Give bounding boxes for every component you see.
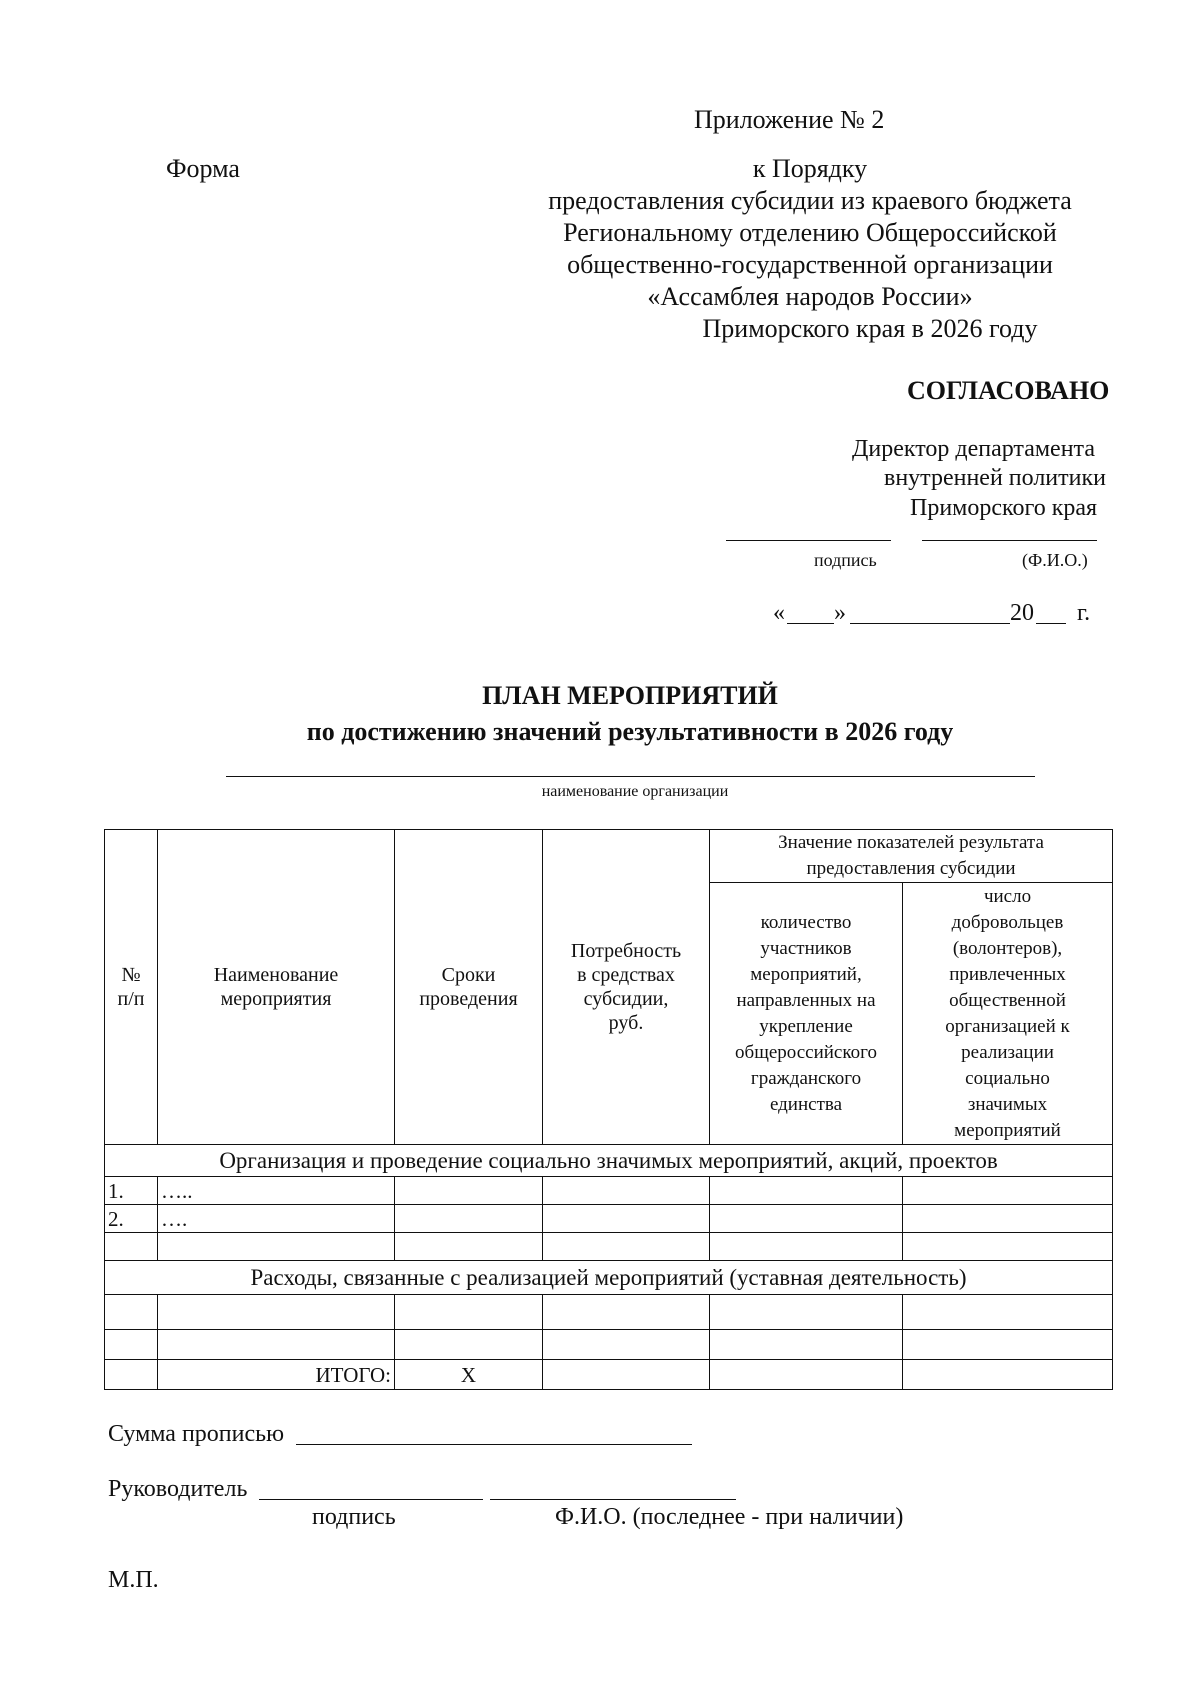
row-participants (710, 1295, 903, 1330)
order-line: «Ассамблея народов России» (647, 282, 973, 311)
section-social-events: Организация и проведение социально значимых мероприятий, акций, проектов (105, 1145, 1113, 1177)
organization-name-caption: наименование организации (541, 783, 729, 800)
table-row (105, 1177, 1113, 1205)
row-participants (710, 1205, 903, 1233)
total-mark: X (395, 1360, 543, 1390)
row-dates (395, 1330, 543, 1360)
row-volunteers (903, 1177, 1113, 1205)
header-participants: количество участников мероприятий, направленных на укрепление общероссийского гражданского единства (710, 883, 903, 1145)
total-row (105, 1360, 1113, 1390)
row-dates (395, 1205, 543, 1233)
row-need (543, 1205, 710, 1233)
order-line: предоставления субсидии из краевого бюджета (548, 186, 1072, 215)
approver-signature-caption: подпись (814, 550, 877, 570)
activities-table (104, 829, 1113, 1390)
approval-title: СОГЛАСОВАНО (907, 376, 1110, 405)
total-volunteers (903, 1360, 1113, 1390)
row-num (105, 1295, 158, 1330)
date-quote-close: » (834, 600, 846, 626)
sum-in-words-line (296, 1444, 692, 1445)
row-num: 1. (105, 1177, 158, 1205)
order-line: общественно-государственной организации (567, 250, 1053, 279)
date-month-line (850, 623, 1010, 624)
approver-name-caption: (Ф.И.О.) (1022, 550, 1088, 570)
row-activity (158, 1330, 395, 1360)
approver-position-line: внутренней политики (884, 465, 1106, 491)
row-dates (395, 1295, 543, 1330)
row-num: 2. (105, 1205, 158, 1233)
appendix-number: Приложение № 2 (694, 105, 885, 134)
row-volunteers (903, 1295, 1113, 1330)
header-volunteers: число добровольцев (волонтеров), привлеченных общественной организацией к реализации социально значимых мероприятий (903, 883, 1113, 1145)
form-label: Форма (166, 154, 240, 183)
order-line: Приморского края в 2026 году (702, 314, 1038, 343)
order-line: к Порядку (752, 154, 868, 183)
row-num (105, 1233, 158, 1261)
row-participants (710, 1177, 903, 1205)
row-volunteers (903, 1205, 1113, 1233)
table-row (105, 1233, 1113, 1261)
row-dates (395, 1233, 543, 1261)
table-row (105, 1295, 1113, 1330)
total-need (543, 1360, 710, 1390)
row-volunteers (903, 1330, 1113, 1360)
row-participants (710, 1233, 903, 1261)
order-line: Региональному отделению Общероссийской (563, 218, 1057, 247)
approver-position-line: Приморского края (910, 495, 1098, 521)
head-name-line (490, 1499, 736, 1500)
row-need (543, 1177, 710, 1205)
row-activity: …. (158, 1205, 395, 1233)
header-indicators: Значение показателей результата предоставления субсидии (710, 830, 1113, 883)
table-row (105, 1205, 1113, 1233)
total-num (105, 1360, 158, 1390)
row-volunteers (903, 1233, 1113, 1261)
head-label: Руководитель (108, 1476, 248, 1502)
row-activity (158, 1233, 395, 1261)
row-activity: ….. (158, 1177, 395, 1205)
order-reference (460, 153, 1160, 345)
header-dates: Сроки проведения (395, 830, 543, 1145)
table-row (105, 1330, 1113, 1360)
total-participants (710, 1360, 903, 1390)
section-statutory-expenses: Расходы, связанные с реализацией мероприятий (уставная деятельность) (105, 1261, 1113, 1295)
row-participants (710, 1330, 903, 1360)
date-day-line (787, 623, 834, 624)
plan-subtitle: по достижению значений результативности в 2026 году (306, 717, 954, 746)
approver-signature-line (726, 540, 891, 541)
date-quote-open: « (773, 600, 785, 626)
date-year-suffix: г. (1077, 600, 1091, 626)
row-activity (158, 1295, 395, 1330)
row-need (543, 1295, 710, 1330)
head-signature-line (259, 1499, 483, 1500)
organization-name-line (226, 776, 1035, 777)
header-num: № п/п (105, 830, 158, 1145)
head-signature-caption: подпись (312, 1504, 396, 1530)
date-year-prefix: 20 (1010, 600, 1034, 626)
header-activity-name: Наименование мероприятия (158, 830, 395, 1145)
date-year-line (1036, 623, 1066, 624)
approver-name-line (922, 540, 1097, 541)
head-name-caption: Ф.И.О. (последнее - при наличии) (555, 1504, 904, 1530)
row-num (105, 1330, 158, 1360)
total-label: ИТОГО: (158, 1360, 395, 1390)
stamp-place: М.П. (108, 1567, 159, 1593)
header-subsidy-need: Потребность в средствах субсидии, руб. (543, 830, 710, 1145)
approver-position-line: Директор департамента (852, 436, 1095, 462)
row-need (543, 1330, 710, 1360)
row-dates (395, 1177, 543, 1205)
sum-in-words-label: Сумма прописью (108, 1421, 285, 1447)
row-need (543, 1233, 710, 1261)
plan-title: ПЛАН МЕРОПРИЯТИЙ (482, 681, 778, 710)
